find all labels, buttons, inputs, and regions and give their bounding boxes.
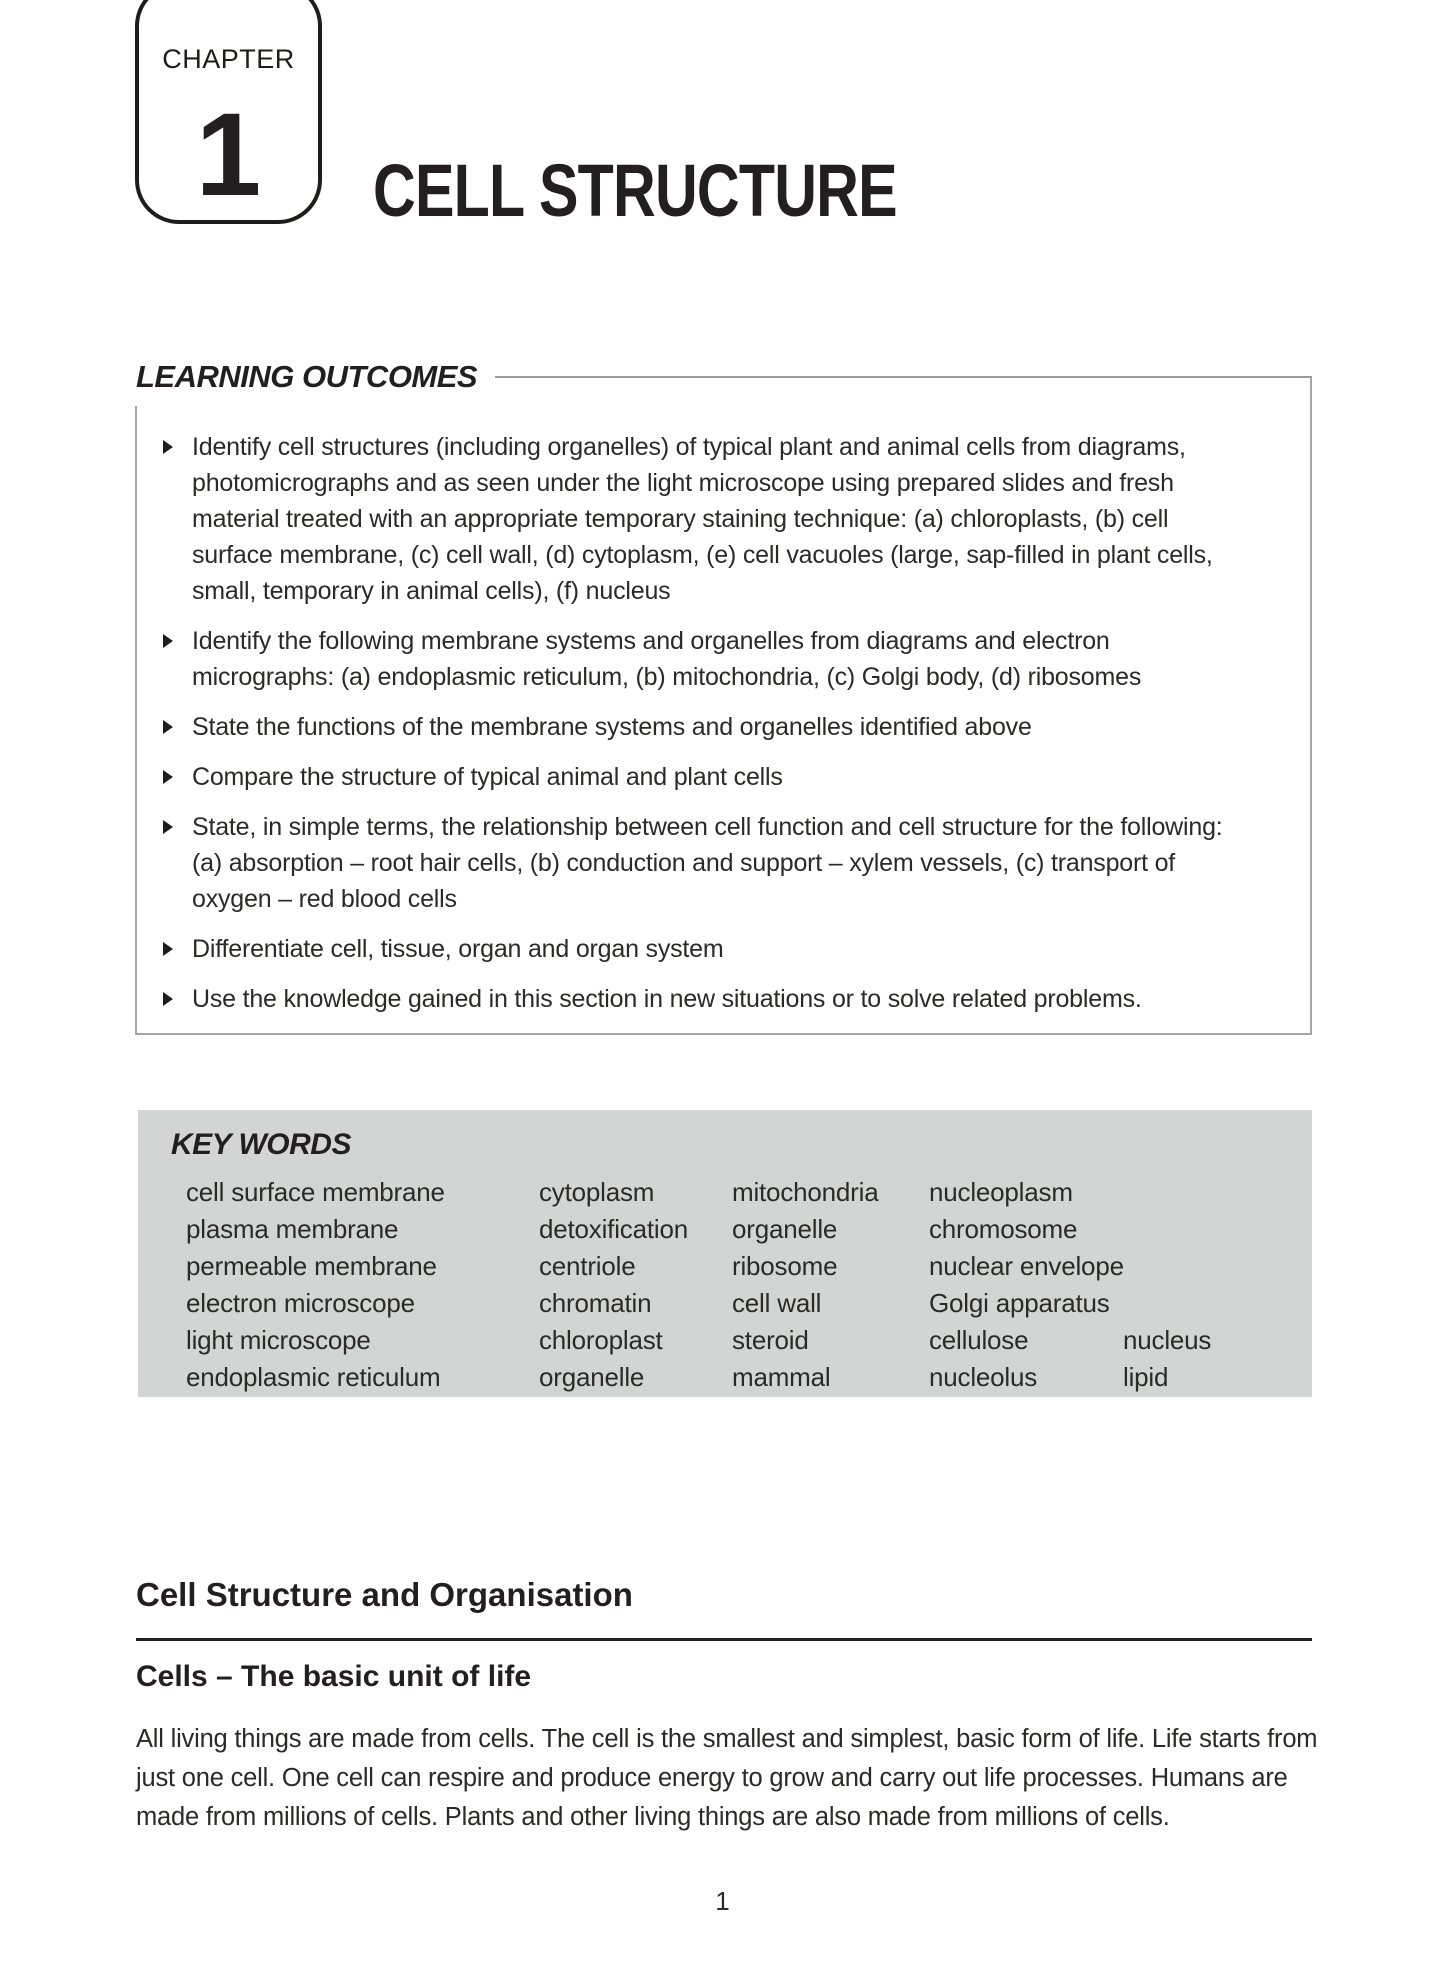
section-heading: Cell Structure and Organisation (136, 1576, 633, 1613)
learning-outcome-text: State the functions of the membrane systems and organelles identified above (192, 713, 1032, 741)
triangle-bullet-icon (163, 770, 173, 784)
triangle-bullet-icon (163, 942, 173, 956)
key-word (1123, 1285, 1302, 1322)
key-word: cytoplasm (539, 1177, 655, 1207)
key-word: organelle (732, 1214, 838, 1244)
key-word: cell surface membrane (186, 1177, 445, 1207)
key-word: mammal (732, 1362, 831, 1392)
key-word: mitochondria (732, 1177, 879, 1207)
learning-outcome-text: Differentiate cell, tissue, organ and organ system (192, 935, 724, 963)
key-word: plasma membrane (186, 1214, 399, 1244)
key-word: chromatin (539, 1288, 652, 1318)
chapter-label: CHAPTER (162, 44, 295, 74)
key-word: detoxification (539, 1214, 688, 1244)
chapter-number: 1 (195, 89, 262, 221)
key-word: nucleoplasm (929, 1177, 1073, 1207)
key-word: electron microscope (186, 1288, 415, 1318)
key-words-grid (186, 1174, 1302, 1396)
key-word (1123, 1248, 1302, 1285)
learning-outcome-item (163, 809, 1254, 917)
key-word: organelle (539, 1362, 645, 1392)
key-word: endoplasmic reticulum (186, 1362, 441, 1392)
triangle-bullet-icon (163, 720, 173, 734)
triangle-bullet-icon (163, 634, 173, 648)
learning-outcomes-box (135, 377, 1312, 1035)
key-word (1123, 1211, 1302, 1248)
learning-outcome-text: Identify the following membrane systems and organelles from diagrams and electron micrographs: (a) endoplasmic reticulum, (b) mitochondria, (c) Golgi body, (d) ribosomes (192, 627, 1142, 691)
key-word: cellulose (929, 1325, 1029, 1355)
key-word: lipid (1123, 1362, 1169, 1392)
chapter-badge (135, 0, 322, 224)
key-word: chloroplast (539, 1325, 663, 1355)
learning-outcome-text: Compare the structure of typical animal and plant cells (192, 763, 783, 791)
key-words-box (138, 1110, 1312, 1397)
body-paragraph: All living things are made from cells. The cell is the smallest and simplest, basic form of life. Life starts from just one cell. One cell can respire and produce energy to grow and carry out life processes. Humans are made from millions of cells. Plants and other living things are also made from millions of cells. (136, 1725, 1318, 1831)
learning-outcome-item (163, 759, 1254, 795)
triangle-bullet-icon (163, 440, 173, 454)
learning-outcome-text: Use the knowledge gained in this section in new situations or to solve related problems. (192, 985, 1142, 1013)
key-word: nuclear envelope (929, 1251, 1124, 1281)
key-word: ribosome (732, 1251, 838, 1281)
subsection-heading: Cells – The basic unit of life (136, 1660, 532, 1693)
key-word: chromosome (929, 1214, 1078, 1244)
key-word: nucleus (1123, 1325, 1212, 1355)
key-word (1123, 1174, 1302, 1211)
key-word: cell wall (732, 1288, 822, 1318)
key-words-heading: KEY WORDS (171, 1128, 351, 1161)
learning-outcome-text: Identify cell structures (including organelles) of typical plant and animal cells from diagrams, photomicrographs and as seen under the light microscope using prepared slides and fresh material treated with an appropriate temporary staining technique: (a) chloroplasts, (b) cell surface membrane, (c) cell wall, (d) cytoplasm, (e) cell vacuoles (large, sap-filled in plant cells, small, temporary in animal cells), (f) nucleus (192, 433, 1213, 605)
learning-outcome-item (163, 931, 1254, 967)
learning-outcome-item (163, 709, 1254, 745)
page-number: 1 (715, 1886, 730, 1916)
learning-outcome-text: State, in simple terms, the relationship between cell function and cell structure for the following: (a) absorption – root hair cells, (b) conduction and support – xylem vessels, (c) transport of oxygen – red blood cells (192, 813, 1223, 913)
key-word: nucleolus (929, 1362, 1038, 1392)
section-heading-rule (136, 1638, 1312, 1641)
learning-outcome-item (163, 981, 1254, 1017)
learning-outcome-item (163, 623, 1254, 695)
key-word: permeable membrane (186, 1251, 437, 1281)
triangle-bullet-icon (163, 820, 173, 834)
triangle-bullet-icon (163, 992, 173, 1006)
key-word: light microscope (186, 1325, 371, 1355)
key-word: centriole (539, 1251, 636, 1281)
page-title: CELL STRUCTURE (373, 149, 897, 232)
learning-outcome-item (163, 429, 1254, 609)
learning-outcomes-heading: LEARNING OUTCOMES (136, 359, 478, 394)
key-word: Golgi apparatus (929, 1288, 1110, 1318)
key-word: steroid (732, 1325, 809, 1355)
